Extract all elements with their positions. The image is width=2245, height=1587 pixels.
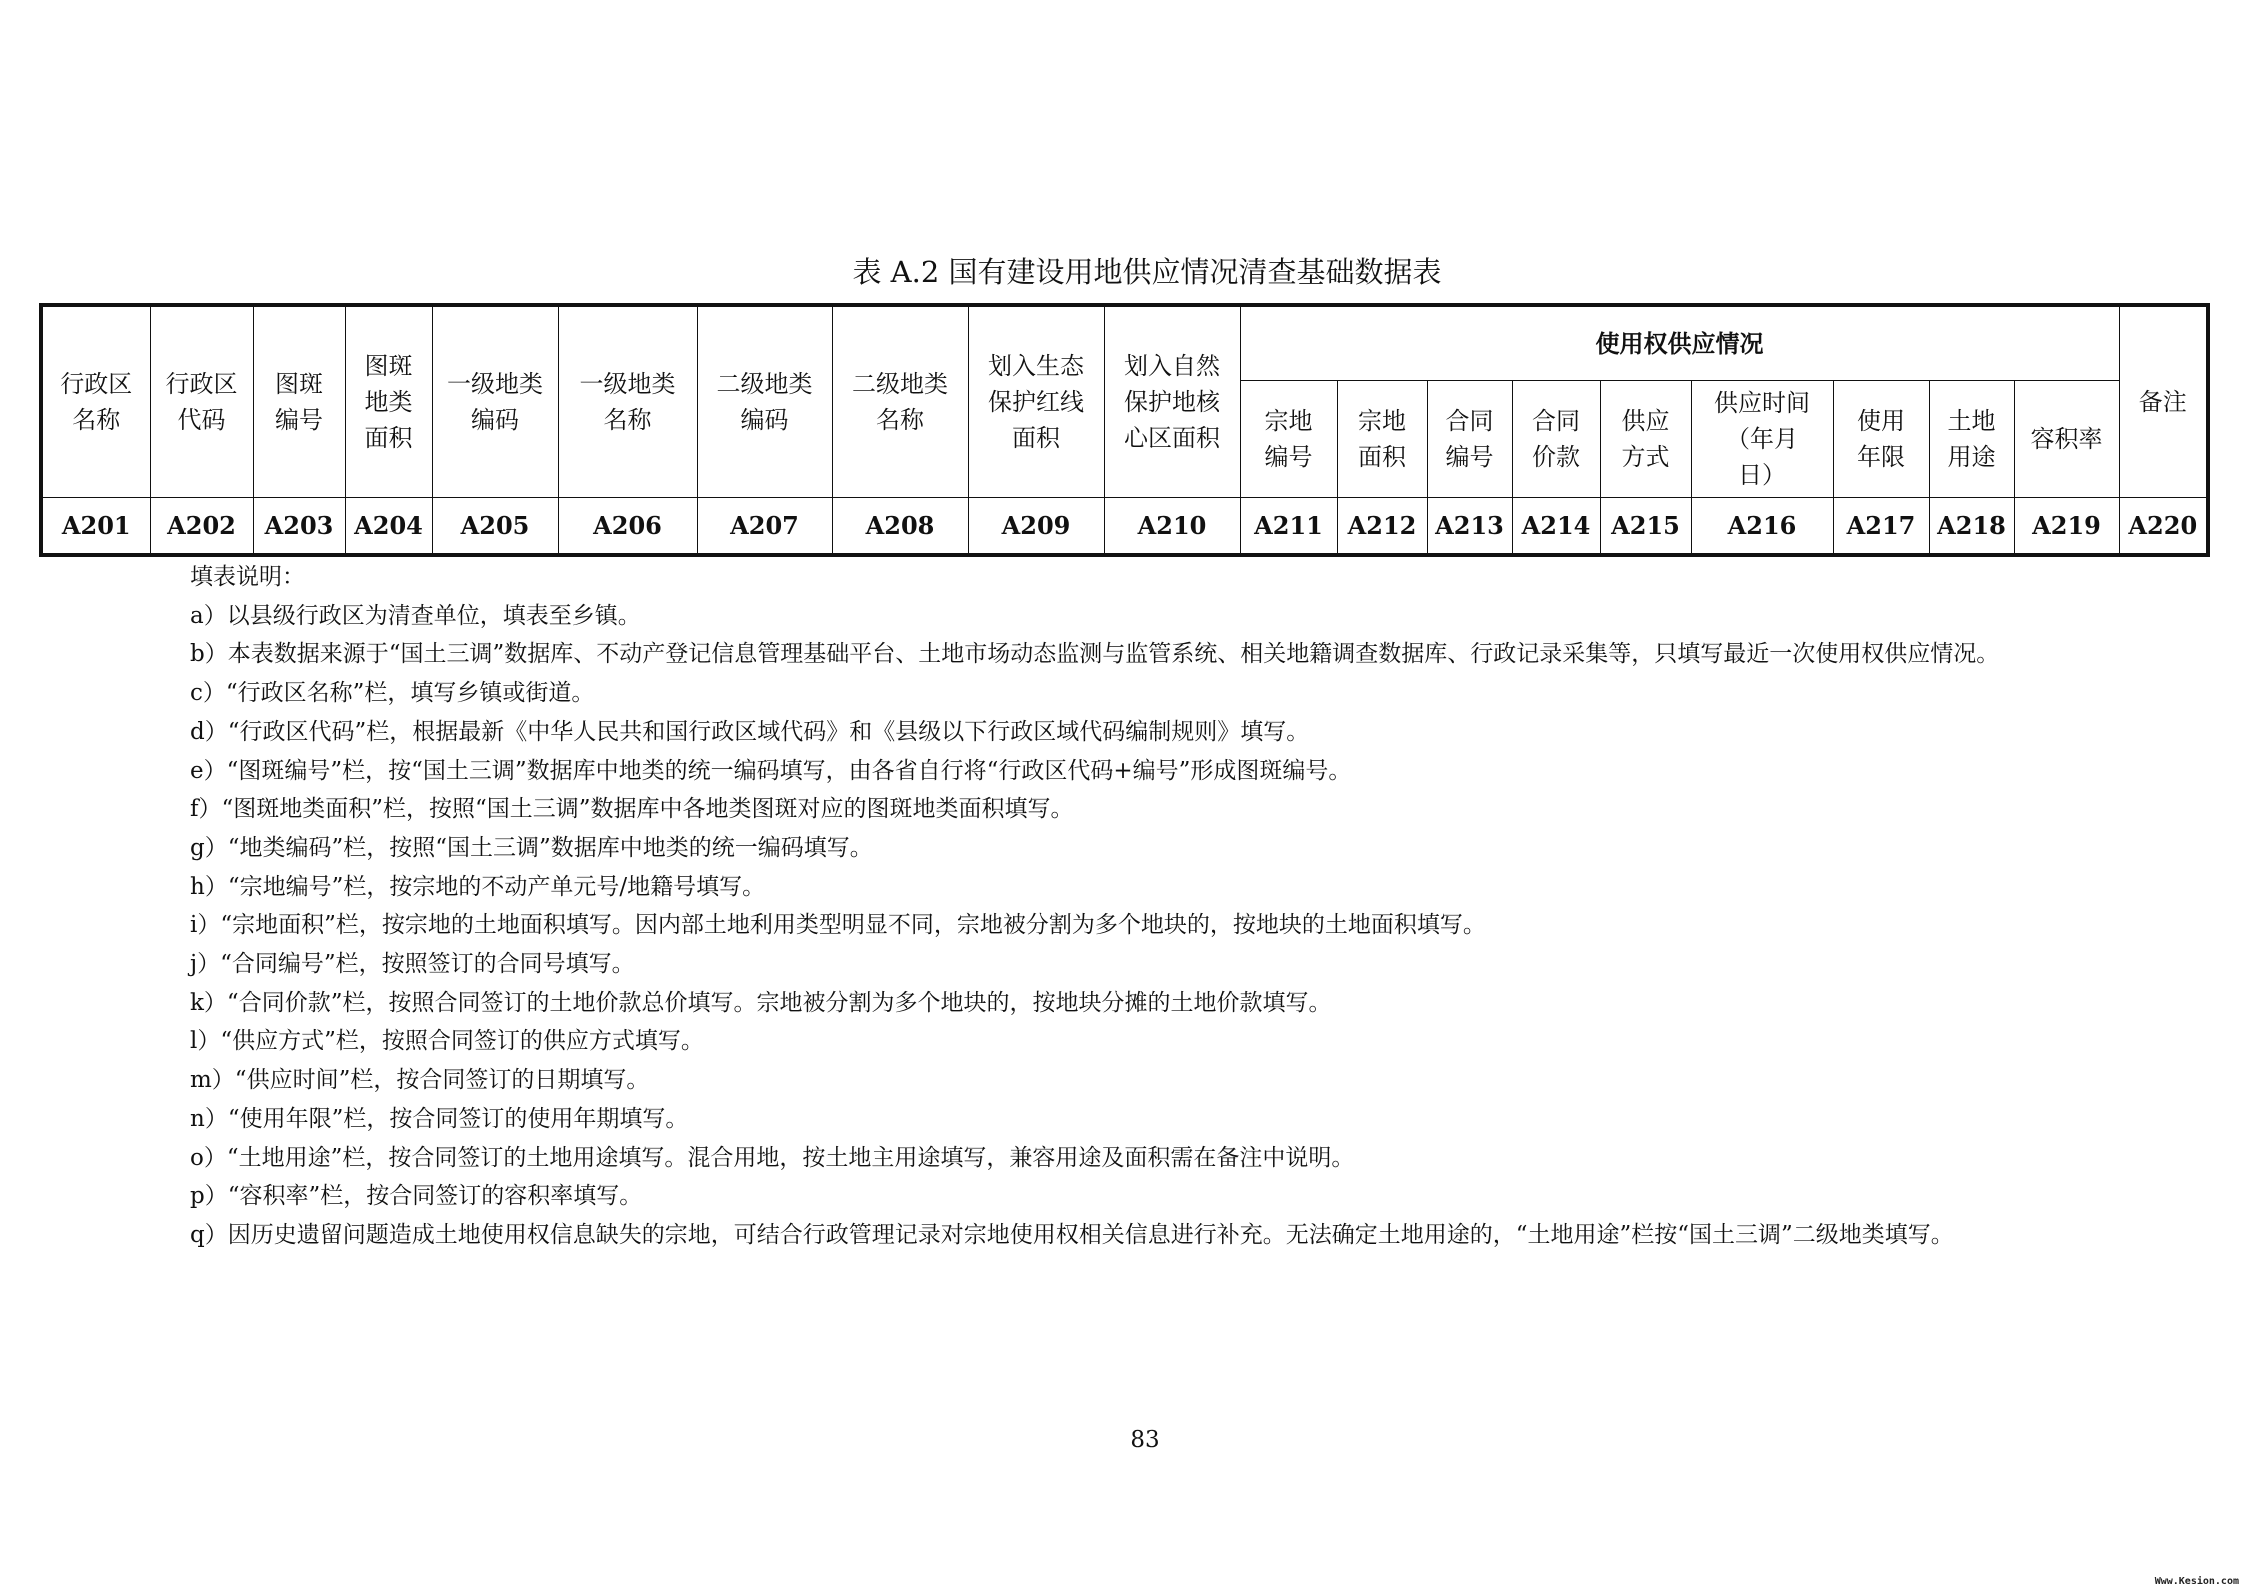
filling-instructions xyxy=(190,558,2070,1255)
note-item: h）“宗地编号”栏，按宗地的不动产单元号/地籍号填写。 xyxy=(190,873,766,900)
col-header-contract-price: 合同 价款 xyxy=(1512,381,1600,498)
col-header-patch-number: 图斑 编号 xyxy=(253,305,345,498)
col-header-reserve-core-area: 划入自然 保护地核 心区面积 xyxy=(1104,305,1240,498)
code-cell: A212 xyxy=(1337,498,1427,556)
note-item: b）本表数据来源于“国土三调”数据库、不动产登记信息管理基础平台、土地市场动态监测与监管系统、相关地籍调查数据库、行政记录采集等，只填写最近一次使用权供应情况。 xyxy=(190,641,2000,668)
code-cell: A206 xyxy=(558,498,697,556)
code-cell: A207 xyxy=(697,498,832,556)
code-cell: A204 xyxy=(345,498,432,556)
supply-data-table xyxy=(39,303,2210,557)
code-cell: A217 xyxy=(1833,498,1929,556)
col-header-level1-name: 一级地类 名称 xyxy=(558,305,697,498)
note-item: c）“行政区名称”栏，填写乡镇或街道。 xyxy=(190,680,595,707)
code-cell: A215 xyxy=(1600,498,1691,556)
col-header-parcel-area: 宗地 面积 xyxy=(1337,381,1427,498)
note-item: j）“合同编号”栏，按照签订的合同号填写。 xyxy=(190,951,635,978)
code-cell: A218 xyxy=(1929,498,2014,556)
note-item: k）“合同价款”栏，按照合同签订的土地价款总价填写。宗地被分割为多个地块的，按地块分摊的土地价款填写。 xyxy=(190,989,1332,1016)
note-item: f）“图斑地类面积”栏，按照“国土三调”数据库中各地类图斑对应的图斑地类面积填写。 xyxy=(190,796,1074,823)
col-header-supply-method: 供应 方式 xyxy=(1600,381,1691,498)
code-cell: A210 xyxy=(1104,498,1240,556)
code-cell: A209 xyxy=(968,498,1104,556)
code-cell: A205 xyxy=(432,498,558,556)
col-header-land-use: 土地 用途 xyxy=(1929,381,2014,498)
col-header-admin-name: 行政区 名称 xyxy=(41,305,150,498)
col-header-admin-code: 行政区 代码 xyxy=(150,305,253,498)
col-header-use-term: 使用 年限 xyxy=(1833,381,1929,498)
col-header-contract-number: 合同 编号 xyxy=(1427,381,1512,498)
watermark: Www.Kesion.com xyxy=(2154,1576,2239,1587)
code-cell: A213 xyxy=(1427,498,1512,556)
col-header-plot-ratio: 容积率 xyxy=(2014,381,2119,498)
code-row xyxy=(41,498,2208,556)
code-cell: A219 xyxy=(2014,498,2119,556)
note-item: o）“土地用途”栏，按合同签订的土地用途填写。混合用地，按土地主用途填写，兼容用途及面积需在备注中说明。 xyxy=(190,1144,1355,1171)
code-cell: A202 xyxy=(150,498,253,556)
note-item: a）以县级行政区为清查单位，填表至乡镇。 xyxy=(190,602,641,629)
note-item: d）“行政区代码”栏，根据最新《中华人民共和国行政区域代码》和《县级以下行政区域代码编制规则》填写。 xyxy=(190,718,1310,745)
code-cell: A214 xyxy=(1512,498,1600,556)
col-header-level1-code: 一级地类 编码 xyxy=(432,305,558,498)
col-header-parcel-number: 宗地 编号 xyxy=(1240,381,1337,498)
col-header-level2-code: 二级地类 编码 xyxy=(697,305,832,498)
col-header-remark: 备注 xyxy=(2119,305,2208,498)
note-item: p）“容积率”栏，按合同签订的容积率填写。 xyxy=(190,1183,643,1210)
table-title: 表 A.2 国有建设用地供应情况清查基础数据表 xyxy=(852,255,1442,289)
col-header-patch-area: 图斑 地类 面积 xyxy=(345,305,432,498)
note-item: m）“供应时间”栏，按合同签订的日期填写。 xyxy=(190,1067,650,1094)
col-header-level2-name: 二级地类 名称 xyxy=(832,305,968,498)
note-item: l）“供应方式”栏，按照合同签订的供应方式填写。 xyxy=(190,1028,704,1055)
code-cell: A203 xyxy=(253,498,345,556)
code-cell: A220 xyxy=(2119,498,2208,556)
note-item: e）“图斑编号”栏，按“国土三调”数据库中地类的统一编码填写，由各省自行将“行政区代码+编号”形成图斑编号。 xyxy=(190,757,1352,784)
group-header-use-right-supply: 使用权供应情况 xyxy=(1240,305,2119,381)
note-item: q）因历史遗留问题造成土地使用权信息缺失的宗地，可结合行政管理记录对宗地使用权相关信息进行补充。无法确定土地用途的，“土地用途”栏按“国土三调”二级地类填写。 xyxy=(190,1221,1954,1248)
note-item: n）“使用年限”栏，按合同签订的使用年期填写。 xyxy=(190,1105,689,1132)
code-cell: A211 xyxy=(1240,498,1337,556)
col-header-eco-redline-area: 划入生态 保护红线 面积 xyxy=(968,305,1104,498)
code-cell: A216 xyxy=(1691,498,1833,556)
data-table-container xyxy=(39,303,2206,557)
note-item: g）“地类编码”栏，按照“国土三调”数据库中地类的统一编码填写。 xyxy=(190,834,873,861)
note-item: i）“宗地面积”栏，按宗地的土地面积填写。因内部土地利用类型明显不同，宗地被分割为多个地块的，按地块的土地面积填写。 xyxy=(190,912,1486,939)
page-number: 83 xyxy=(1130,1427,1160,1453)
code-cell: A201 xyxy=(41,498,150,556)
code-cell: A208 xyxy=(832,498,968,556)
col-header-supply-date: 供应时间 （年月 日） xyxy=(1691,381,1833,498)
notes-title: 填表说明： xyxy=(190,564,305,590)
